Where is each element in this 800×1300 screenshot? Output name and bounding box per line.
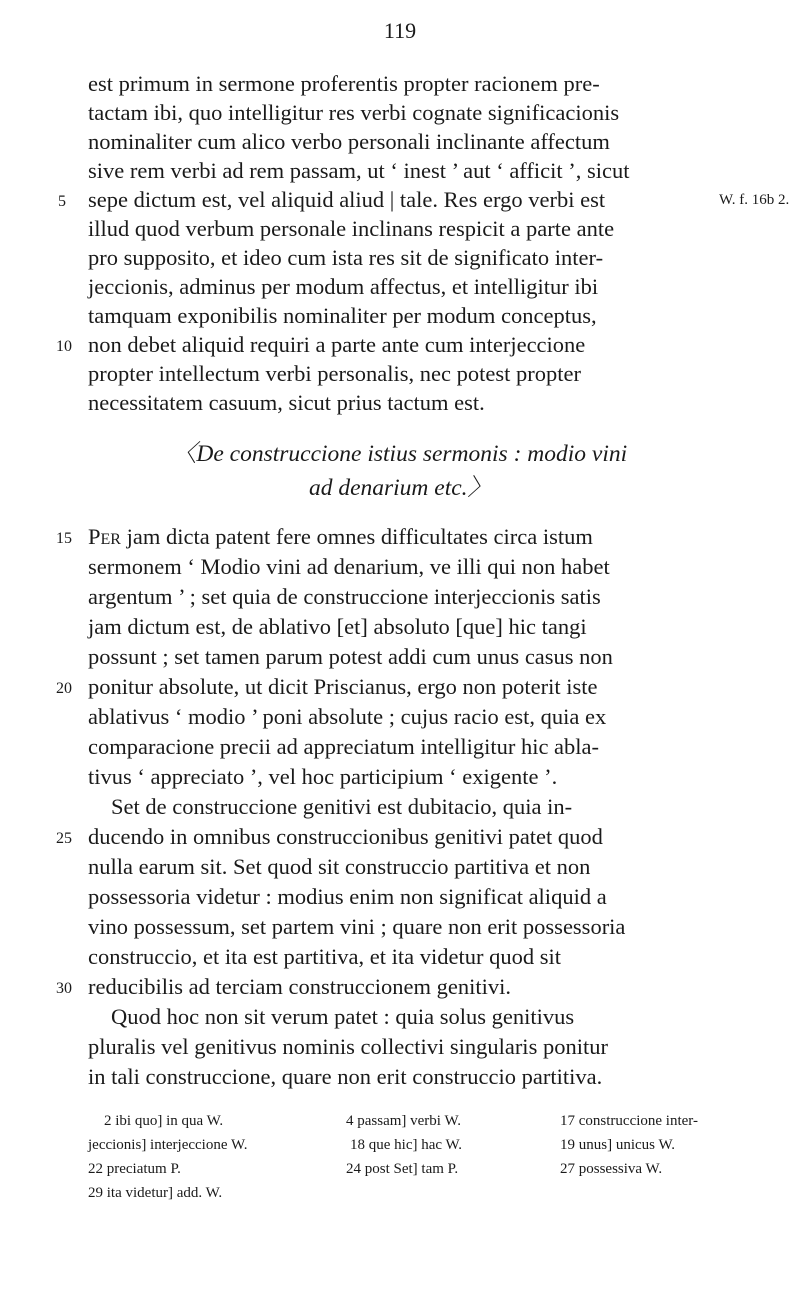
line-number: 10 (56, 338, 72, 355)
footnote: 18 que hic] hac W. (350, 1137, 463, 1153)
text-line: pluralis vel genitivus nominis collectivi singularis ponitur (88, 1034, 608, 1059)
text-line: nominaliter cum alico verbo personali inclinante affectum (88, 129, 610, 154)
text-line: ponitur absolute, ut dicit Priscianus, ergo non poterit iste (88, 674, 598, 699)
text-line: pro supposito, et ideo cum ista res sit de significato inter- (88, 245, 604, 270)
text-line: Quod hoc non sit verum patet : quia solus genitivus (111, 1004, 575, 1029)
section-heading-line1: 〈De construccione istius sermonis : modio vini (172, 441, 628, 467)
text-line: sive rem verbi ad rem passam, ut ‘ inest ’ aut ‘ afficit ’, sicut (88, 158, 630, 183)
line-number: 5 (58, 193, 66, 210)
footnote: 29 ita videtur] add. W. (88, 1185, 223, 1201)
line-number: 25 (56, 830, 72, 847)
text-span: jam dicta patent fere omnes difficultates circa istum (120, 524, 593, 549)
text-line: Set de construccione genitivi est dubitacio, quia in- (111, 794, 573, 819)
text-line: jam dictum est, de ablativo [et] absoluto [que] hic tangi (88, 614, 587, 639)
footnote: 19 unus] unicus W. (560, 1137, 676, 1153)
text-line: sepe dictum est, vel aliquid aliud | tale. Res ergo verbi est (88, 187, 606, 212)
footnote: 27 possessiva W. (560, 1161, 663, 1177)
text-line: reducibilis ad terciam construccionem genitivi. (88, 974, 511, 999)
text-line: tivus ‘ appreciato ’, vel hoc participium ‘ exigente ’. (88, 764, 558, 789)
text-line: possessoria videtur : modius enim non significat aliquid a (88, 884, 607, 909)
text-line: sermonem ‘ Modio vini ad denarium, ve illi qui non habet (88, 554, 610, 579)
text-line: vino possessum, set partem vini ; quare non erit possessoria (88, 914, 626, 939)
text-line: illud quod verbum personale inclinans respicit a parte ante (88, 216, 615, 241)
page-number: 119 (383, 18, 417, 43)
line-number: 15 (56, 530, 72, 547)
initial-word: Per (88, 524, 121, 549)
text-line (88, 523, 593, 551)
footnote: 22 preciatum P. (88, 1161, 181, 1177)
text-line: necessitatem casuum, sicut prius tactum est. (88, 390, 485, 415)
text-line: propter intellectum verbi personalis, nec potest propter (88, 361, 581, 386)
text-line: argentum ’ ; set quia de construccione interjeccionis satis (88, 584, 601, 609)
text-line: construccio, et ita est partitiva, et ita videtur quod sit (88, 944, 561, 969)
text-line: ducendo in omnibus construccionibus genitivi patet quod (88, 824, 603, 849)
footnote: 17 construccione inter- (560, 1113, 698, 1129)
text-line: tactam ibi, quo intelligitur res verbi cognate significacionis (88, 100, 620, 125)
text-line: in tali construccione, quare non erit construccio partitiva. (88, 1064, 603, 1089)
section-heading-line2: ad denarium etc.〉 (308, 475, 492, 501)
line-number: 30 (56, 980, 72, 997)
text-line: ablativus ‘ modio ’ poni absolute ; cujus racio est, quia ex (88, 704, 607, 729)
line-number: 20 (56, 680, 72, 697)
text-line: nulla earum sit. Set quod sit construccio partitiva et non (88, 854, 591, 879)
text-line: est primum in sermone proferentis propter racionem pre- (88, 71, 600, 96)
text-line: tamquam exponibilis nominaliter per modum conceptus, (88, 303, 597, 328)
footnote: 4 passam] verbi W. (346, 1113, 461, 1129)
margin-folio-note: W. f. 16b 2. (719, 192, 790, 208)
footnote: jeccionis] interjeccione W. (88, 1137, 248, 1153)
text-line: possunt ; set tamen parum potest addi cum unus casus non (88, 644, 613, 669)
footnote: 2 ibi quo] in qua W. (104, 1113, 224, 1129)
text-line: non debet aliquid requiri a parte ante cum interjeccione (88, 332, 586, 357)
footnote: 24 post Set] tam P. (346, 1161, 459, 1177)
text-line: jeccionis, adminus per modum affectus, et intelligitur ibi (88, 274, 599, 299)
text-line: comparacione precii ad appreciatum intelligitur hic abla- (88, 734, 600, 759)
